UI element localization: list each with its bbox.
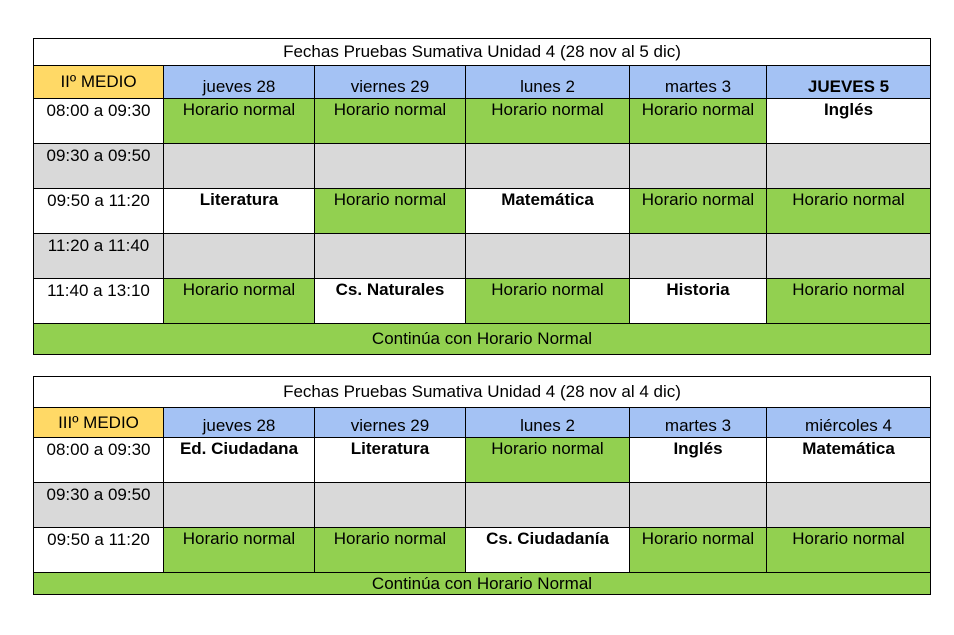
table-footer: Continúa con Horario Normal (34, 573, 931, 595)
time-slot: 08:00 a 09:30 (34, 99, 164, 144)
normal-schedule-cell: Horario normal (164, 528, 315, 573)
exam-cell: Matemática (466, 189, 630, 234)
normal-schedule-cell: Horario normal (630, 528, 767, 573)
day-header: jueves 28 (164, 66, 315, 99)
time-slot: 08:00 a 09:30 (34, 438, 164, 483)
day-header: lunes 2 (466, 66, 630, 99)
day-header: lunes 2 (466, 408, 630, 438)
break-cell (466, 483, 630, 528)
break-cell (767, 234, 931, 279)
day-header: jueves 28 (164, 408, 315, 438)
exam-cell: Cs. Naturales (315, 279, 466, 324)
break-cell (767, 144, 931, 189)
schedule-row (34, 99, 931, 144)
break-cell (630, 483, 767, 528)
break-cell (315, 483, 466, 528)
normal-schedule-cell: Horario normal (630, 99, 767, 144)
normal-schedule-cell: Horario normal (315, 189, 466, 234)
time-slot: 11:40 a 13:10 (34, 279, 164, 324)
break-cell (630, 234, 767, 279)
day-header: viernes 29 (315, 66, 466, 99)
normal-schedule-cell: Horario normal (164, 279, 315, 324)
normal-schedule-cell: Horario normal (466, 279, 630, 324)
schedule-table-iimedio (33, 38, 931, 355)
normal-schedule-cell: Horario normal (466, 438, 630, 483)
day-header: martes 3 (630, 408, 767, 438)
normal-schedule-cell: Horario normal (315, 99, 466, 144)
break-cell (767, 483, 931, 528)
day-header: viernes 29 (315, 408, 466, 438)
normal-schedule-cell: Horario normal (630, 189, 767, 234)
schedule-row (34, 528, 931, 573)
exam-cell: Literatura (315, 438, 466, 483)
exam-cell: Historia (630, 279, 767, 324)
normal-schedule-cell: Horario normal (315, 528, 466, 573)
break-cell (164, 483, 315, 528)
exam-cell: Matemática (767, 438, 931, 483)
table-title: Fechas Pruebas Sumativa Unidad 4 (28 nov al 5 dic) (34, 39, 931, 66)
break-cell (315, 234, 466, 279)
time-slot: 09:30 a 09:50 (34, 483, 164, 528)
schedule-table-iiimedio (33, 376, 931, 595)
day-header: martes 3 (630, 66, 767, 99)
schedule-row (34, 279, 931, 324)
break-cell (164, 144, 315, 189)
time-slot: 09:30 a 09:50 (34, 144, 164, 189)
schedule-row (34, 234, 931, 279)
normal-schedule-cell: Horario normal (767, 189, 931, 234)
break-cell (466, 234, 630, 279)
normal-schedule-cell: Horario normal (767, 279, 931, 324)
time-slot: 09:50 a 11:20 (34, 189, 164, 234)
level-header: IIIº MEDIO (34, 408, 164, 438)
normal-schedule-cell: Horario normal (466, 99, 630, 144)
time-slot: 11:20 a 11:40 (34, 234, 164, 279)
break-cell (315, 144, 466, 189)
exam-cell: Inglés (630, 438, 767, 483)
level-header: IIº MEDIO (34, 66, 164, 99)
day-header: miércoles 4 (767, 408, 931, 438)
normal-schedule-cell: Horario normal (164, 99, 315, 144)
table-title: Fechas Pruebas Sumativa Unidad 4 (28 nov al 4 dic) (34, 377, 931, 408)
break-cell (466, 144, 630, 189)
schedule-row (34, 483, 931, 528)
break-cell (164, 234, 315, 279)
normal-schedule-cell: Horario normal (767, 528, 931, 573)
exam-cell: Inglés (767, 99, 931, 144)
schedule-row (34, 144, 931, 189)
exam-cell: Ed. Ciudadana (164, 438, 315, 483)
time-slot: 09:50 a 11:20 (34, 528, 164, 573)
table-footer: Continúa con Horario Normal (34, 324, 931, 355)
break-cell (630, 144, 767, 189)
day-header: JUEVES 5 (767, 66, 931, 99)
schedule-row (34, 189, 931, 234)
schedule-row (34, 438, 931, 483)
exam-cell: Cs. Ciudadanía (466, 528, 630, 573)
exam-cell: Literatura (164, 189, 315, 234)
